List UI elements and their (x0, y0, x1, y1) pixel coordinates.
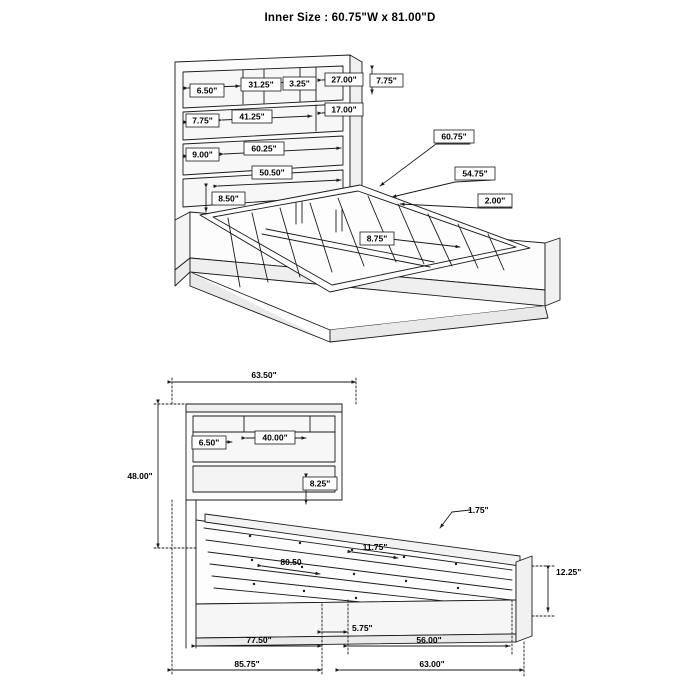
dim-label: 80.50 (280, 557, 302, 567)
dim-label: 27.00" (331, 74, 357, 85)
dim-label: 56.00" (416, 635, 442, 645)
dim-label: 17.00" (331, 104, 357, 115)
dim-label: 40.00" (262, 432, 288, 443)
page-title: Inner Size : 60.75"W x 81.00"D (264, 12, 436, 24)
dim-label: 63.00" (419, 659, 445, 669)
dim-label: 41.25" (239, 111, 265, 122)
dim-label: 48.00" (127, 471, 153, 481)
dim-label: 77.50" (246, 635, 272, 645)
dim-label: 6.50" (198, 437, 220, 448)
dim-label: 12.25" (556, 567, 582, 577)
dim-label: 7.75" (376, 75, 397, 86)
dim-label: 8.75" (366, 233, 388, 244)
dim-label: 7.75" (192, 115, 213, 126)
dim-label: 8.25" (309, 478, 331, 489)
dim-label: 8.50" (218, 193, 239, 204)
dim-label: 60.25" (251, 143, 277, 154)
dim-label: 63.50" (251, 370, 277, 380)
dim-label: 9.00" (192, 149, 213, 160)
dim-label: 1.75" (468, 505, 489, 515)
dim-label: 2.00" (484, 195, 506, 206)
dim-label: 54.75" (462, 168, 488, 179)
dim-label: 5.75" (352, 623, 373, 633)
dim-label: 60.75" (441, 131, 467, 142)
dim-label: 11.75" (362, 542, 388, 552)
dim-label: 85.75" (234, 659, 260, 669)
dim-label: 3.25" (289, 78, 310, 89)
dim-label: 31.25" (248, 79, 274, 90)
dim-label: 50.50" (259, 167, 285, 178)
dim-label: 6.50" (196, 85, 218, 96)
